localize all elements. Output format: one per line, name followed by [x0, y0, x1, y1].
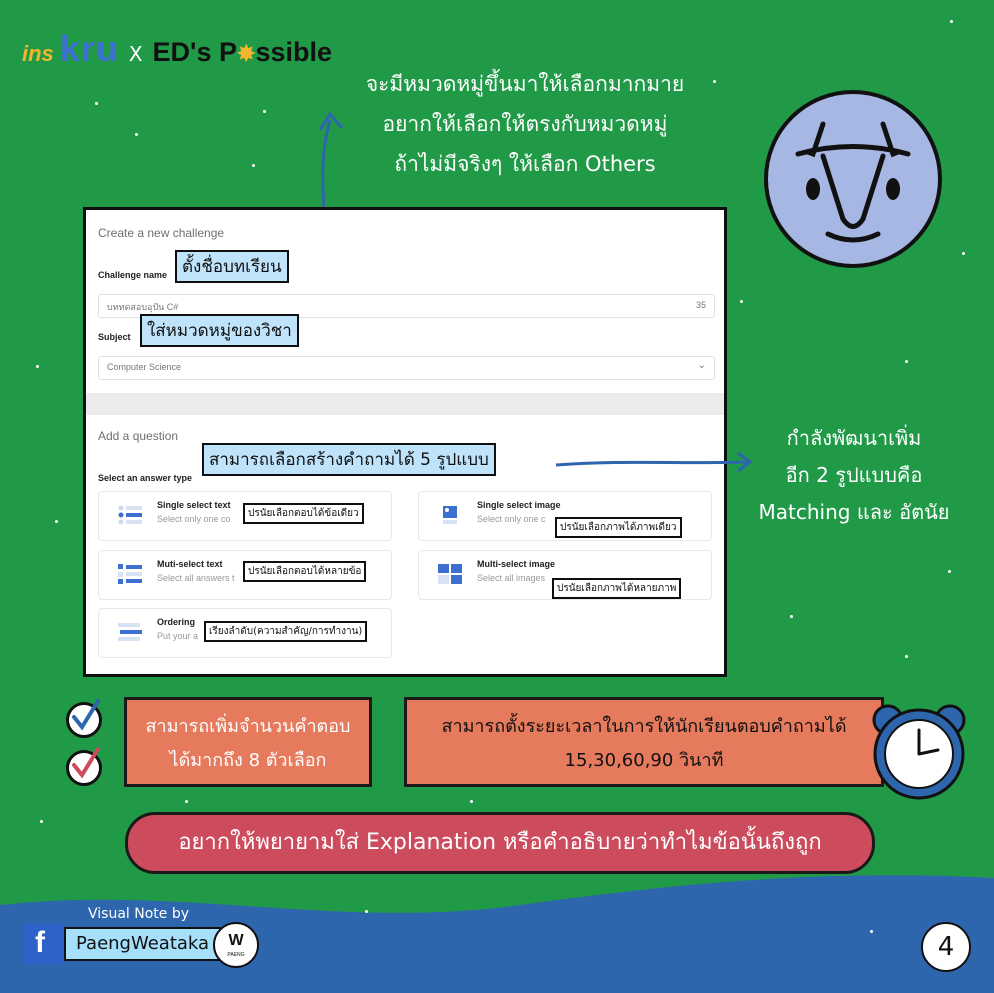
answer-count-box [124, 697, 372, 787]
callout-subject: ใส่หมวดหมู่ของวิชา [140, 314, 299, 347]
ordering-icon [117, 621, 143, 643]
callout-single-text: ปรนัยเลือกตอบได้ข้อเดียว [243, 503, 364, 524]
category-note [335, 64, 715, 184]
page-number: 4 [921, 922, 971, 972]
explanation-box: อยากให้พยายามใส่ Explanation หรือคำอธิบายว่าทำไมข้อนั้นถึงถูก [125, 812, 875, 874]
callout-single-image: ปรนัยเลือกภาพได้ภาพเดียว [555, 517, 682, 538]
sun-icon: ✸ [237, 41, 256, 66]
check-red-icon [66, 750, 102, 786]
upcoming-note-line-3: Matching และ อัตนัย [758, 500, 950, 524]
challenge-name-label: Challenge name [98, 270, 168, 280]
brand-partner: ED's P✸ssible [152, 37, 332, 67]
callout-challenge-name: ตั้งชื่อบทเรียน [175, 250, 289, 283]
visual-note-label: Visual Note by [88, 906, 190, 922]
upcoming-types-note [724, 420, 984, 531]
option-subtitle: Put your a [157, 631, 199, 641]
callout-ordering: เรียงลำดับ(ความสำคัญ/การทำงาน) [204, 621, 367, 642]
time-limit-box [404, 697, 884, 787]
option-title: Muti-select text [157, 559, 223, 569]
author-logo [213, 922, 259, 968]
brand-kru: kru [59, 28, 119, 69]
char-count: 35 [695, 300, 706, 310]
brand-x: X [128, 42, 143, 66]
image-select-icon [437, 504, 463, 526]
answer-type-label: Select an answer type [98, 473, 193, 483]
option-title: Single select image [477, 500, 561, 510]
option-subtitle: Select all answers t [157, 573, 235, 583]
option-title: Ordering [157, 617, 196, 627]
radio-list-icon [117, 504, 143, 526]
callout-multi-text: ปรนัยเลือกตอบได้หลายข้อ [243, 561, 366, 582]
section-divider [86, 393, 724, 415]
subject-label: Subject [98, 332, 131, 342]
category-note-line-3: ถ้าไม่มีจริงๆ ให้เลือก Others [394, 152, 656, 176]
author-logo-sub: PAENG [227, 952, 245, 958]
brand-ins: ins [22, 41, 54, 66]
brand-logo [22, 28, 332, 70]
add-question-title: Add a question [98, 429, 179, 443]
checkbox-list-icon [117, 563, 143, 585]
time-limit-line-1: สามารถตั้งระยะเวลาในการให้นักเรียนตอบคำถามได้ [441, 716, 847, 737]
answer-count-line-2: ได้มากถึง 8 ตัวเลือก [169, 750, 327, 771]
goat-avatar-icon [764, 90, 942, 268]
option-subtitle: Select only one co [157, 514, 231, 524]
upcoming-note-line-1: กำลังพัฒนาเพิ่ม [786, 426, 922, 450]
check-blue-icon [66, 702, 102, 738]
chevron-down-icon: ⌄ [697, 360, 706, 371]
multi-image-icon [437, 563, 463, 585]
callout-multi-image: ปรนัยเลือกภาพได้หลายภาพ [552, 578, 681, 599]
category-note-line-2: อยากให้เลือกให้ตรงกับหมวดหมู่ [382, 112, 668, 136]
section-title: Create a new challenge [98, 226, 225, 240]
facebook-icon[interactable]: f [24, 924, 64, 964]
author-logo-letter: W [228, 932, 244, 949]
upcoming-note-line-2: อีก 2 รูปแบบคือ [785, 463, 923, 487]
callout-question-types: สามารถเลือกสร้างคำถามได้ 5 รูปแบบ [202, 443, 496, 476]
challenge-name-value: บททดสอบอุปัน C# [107, 302, 179, 312]
option-title: Multi-select image [477, 559, 556, 569]
time-limit-line-2: 15,30,60,90 วินาที [564, 750, 724, 771]
option-subtitle: Select all images [477, 573, 546, 583]
subject-value: Computer Science [107, 362, 182, 372]
author-name[interactable]: PaengWeataka [64, 927, 221, 961]
option-title: Single select text [157, 500, 231, 510]
subject-select[interactable] [98, 356, 715, 380]
answer-count-line-1: สามารถเพิ่มจำนวนคำตอบ [145, 716, 351, 737]
category-note-line-1: จะมีหมวดหมู่ขึ้นมาให้เลือกมากมาย [365, 72, 685, 96]
alarm-clock-icon [866, 698, 972, 804]
option-subtitle: Select only one c [477, 514, 546, 524]
